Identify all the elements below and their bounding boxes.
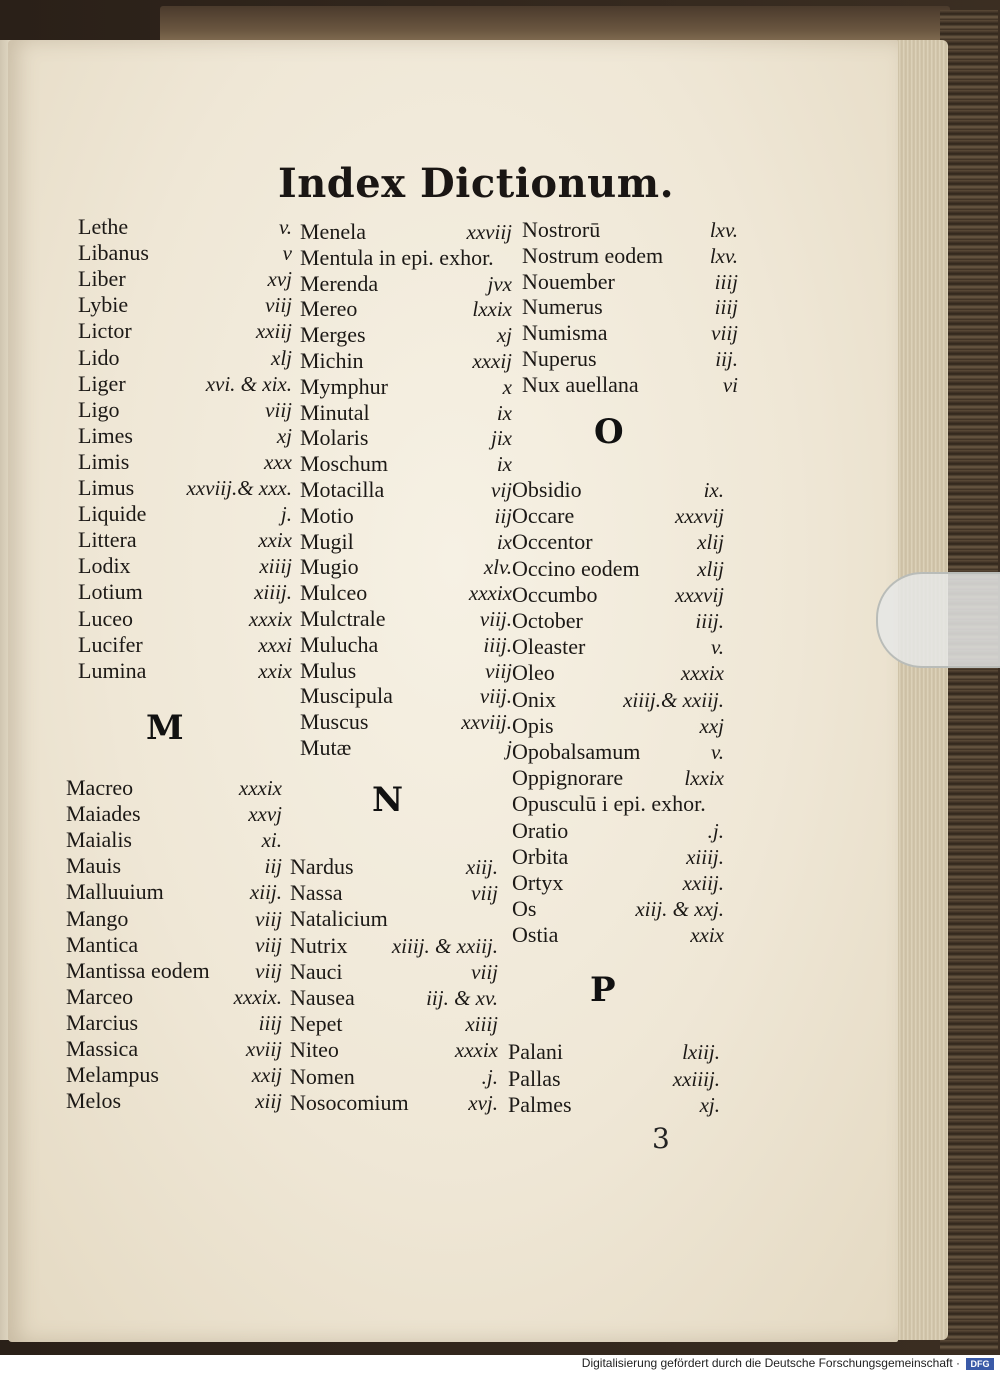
index-page-reference: ix	[496, 401, 512, 425]
index-page-reference: xxix	[690, 923, 724, 947]
index-page-reference: xiiij.	[254, 580, 292, 604]
index-page-reference: xxxix	[248, 607, 292, 631]
index-page-reference: iiij	[714, 270, 738, 294]
index-word: Occino eodem	[512, 556, 640, 581]
index-page-reference: xxxix.	[233, 985, 282, 1009]
index-page-reference: xxviij.& xxx.	[186, 476, 292, 500]
index-page-reference: .j.	[481, 1065, 498, 1089]
index-page-reference: iiij.	[483, 633, 512, 657]
index-word: Maialis	[66, 827, 132, 852]
index-word: Mentula in epi. exhor.	[300, 245, 494, 270]
index-word: Ligo	[78, 397, 120, 422]
index-word: Muscipula	[300, 683, 393, 708]
index-page-reference: xxx	[264, 450, 292, 474]
index-page-reference: xxij	[251, 1063, 282, 1087]
index-page-reference: j	[506, 736, 512, 760]
index-page-reference: xxxix	[680, 661, 724, 685]
index-word: Mantica	[66, 932, 139, 957]
index-page-reference: ix.	[703, 478, 724, 502]
index-word: Limis	[78, 449, 130, 474]
index-page-reference: xxviij.	[461, 710, 512, 734]
index-page-reference: v.	[278, 215, 292, 239]
index-page-reference: xxiiij.	[672, 1067, 720, 1091]
index-word: Molaris	[300, 425, 369, 450]
index-word: Mulus	[300, 658, 357, 683]
index-page-reference: xxxix	[238, 776, 282, 800]
index-word: Lictor	[78, 318, 132, 343]
index-word: Nosocomium	[290, 1090, 409, 1115]
index-page-reference: xiiij.	[686, 845, 724, 869]
index-page-reference: iij	[494, 504, 512, 528]
index-page-reference: x	[502, 375, 512, 399]
index-page-reference: xxxvij	[675, 583, 724, 607]
index-page-reference: xi.	[261, 828, 282, 852]
index-page-reference: viij	[265, 293, 292, 317]
index-word: Nepet	[290, 1011, 343, 1036]
index-word: Nostrorū	[522, 217, 601, 242]
index-page-reference: vij	[491, 478, 512, 502]
index-page-reference: xiiij	[465, 1012, 498, 1036]
index-word: Lido	[78, 345, 120, 370]
index-page-reference: xxviij	[466, 220, 512, 244]
index-word: Nostrum eodem	[522, 243, 664, 268]
index-word: Merenda	[300, 271, 379, 296]
index-word: Mugio	[300, 554, 359, 579]
index-word: Mutæ	[300, 735, 352, 760]
index-page-reference: viij	[255, 907, 282, 931]
index-page-reference: xxvj	[248, 802, 282, 826]
index-page-reference: ix	[496, 452, 512, 476]
index-word: Nausea	[290, 985, 355, 1010]
book-cover-edge	[940, 10, 998, 1350]
section-letter-m: M	[146, 708, 184, 748]
index-page-reference: vi	[722, 373, 738, 397]
index-page-reference: xlij	[697, 530, 724, 554]
index-page-reference: xlv.	[483, 555, 512, 579]
index-word: Occare	[512, 503, 575, 528]
index-page-reference: iiij	[258, 1011, 282, 1035]
index-word: Marceo	[66, 984, 134, 1009]
index-page-reference: viij	[485, 659, 512, 683]
section-letter-n: N	[372, 780, 404, 820]
index-word: Melampus	[66, 1062, 159, 1087]
index-word: Maiades	[66, 801, 141, 826]
index-page-reference: viij	[265, 398, 292, 422]
index-word: Occumbo	[512, 582, 598, 607]
index-page-reference: xiiij. & xxiij.	[391, 934, 498, 958]
index-page-reference: xvj.	[468, 1091, 498, 1115]
footer-credit: Digitalisierung gefördert durch die Deutsche Forschungsgemeinschaft ·	[581, 1356, 960, 1370]
index-word: Mugil	[300, 529, 354, 554]
index-word: Lethe	[78, 214, 129, 239]
index-page-reference: xiiij	[259, 554, 292, 578]
index-word: Lybie	[78, 292, 129, 317]
index-page-reference: xvi. & xix.	[205, 372, 292, 396]
index-page-reference: xiij.	[465, 855, 498, 879]
index-word: Mulctrale	[300, 606, 386, 631]
index-page-reference: xxxix	[454, 1038, 498, 1062]
index-page-reference: jix	[491, 426, 512, 450]
index-page-reference: xxxvij	[675, 504, 724, 528]
index-word: Marcius	[66, 1010, 139, 1035]
index-word: Oleaster	[512, 634, 586, 659]
index-page-reference: j.	[280, 502, 292, 526]
page-title: Index Dictionum.	[278, 160, 674, 207]
index-page-reference: xj	[496, 323, 512, 347]
index-word: Nardus	[290, 854, 354, 879]
index-page-reference: xj	[276, 424, 292, 448]
index-page-reference: iij.	[715, 347, 738, 371]
index-word: Liquide	[78, 501, 147, 526]
index-word: Oppignorare	[512, 765, 624, 790]
index-word: Muscus	[300, 709, 369, 734]
index-page-reference: viij.	[479, 607, 512, 631]
index-word: Nauci	[290, 959, 343, 984]
index-page-reference: xxxi	[258, 633, 292, 657]
index-word: Merges	[300, 322, 366, 347]
index-page-reference: xlij	[697, 557, 724, 581]
index-page-reference: iiij.	[695, 609, 724, 633]
index-word: Michin	[300, 348, 364, 373]
index-word: Moschum	[300, 451, 388, 476]
index-page-reference: xiiij.& xxiij.	[623, 688, 724, 712]
index-word: Littera	[78, 527, 137, 552]
index-page-reference: lxxix	[684, 766, 724, 790]
index-page-reference: xxiij.	[682, 871, 724, 895]
index-word: Oleo	[512, 660, 555, 685]
index-page-reference: iij	[264, 854, 282, 878]
index-word: Niteo	[290, 1037, 339, 1062]
index-page-reference: ix	[496, 530, 512, 554]
index-word: Nassa	[290, 880, 343, 905]
index-page-reference: viij	[255, 959, 282, 983]
index-word: Massica	[66, 1036, 139, 1061]
index-page-reference: viij	[471, 960, 498, 984]
index-word: Natalicium	[290, 906, 388, 931]
index-word: Liger	[78, 371, 126, 396]
index-word: Mauis	[66, 853, 121, 878]
index-word: Mulucha	[300, 632, 379, 657]
index-word: Libanus	[78, 240, 149, 265]
index-word: Limus	[78, 475, 135, 500]
section-letter-p: P	[590, 970, 616, 1010]
index-word: Ostia	[512, 922, 559, 947]
index-page-reference: jvx	[487, 272, 512, 296]
index-page-reference: lxv.	[709, 218, 738, 242]
index-page-reference: xxj	[699, 714, 724, 738]
index-page-reference: xj.	[699, 1093, 720, 1117]
index-word: Nuperus	[522, 346, 597, 371]
index-page-reference: xxiij	[255, 319, 292, 343]
index-page-reference: xvj	[267, 267, 292, 291]
index-word: Lucifer	[78, 632, 143, 657]
page-number: 3	[652, 1122, 670, 1155]
index-word: Pallas	[508, 1066, 561, 1091]
index-word: Minutal	[300, 400, 370, 425]
index-page-reference: xxix	[258, 659, 292, 683]
index-page-reference: lxiij.	[682, 1040, 720, 1064]
index-word: Malluuium	[66, 879, 164, 904]
index-word: Nutrix	[290, 933, 348, 958]
dfg-logo: DFG	[966, 1358, 994, 1370]
index-page-reference: v.	[710, 740, 724, 764]
index-page-reference: xiij. & xxj.	[635, 897, 724, 921]
index-page-reference: iiij	[714, 295, 738, 319]
index-page-reference: xiij	[255, 1089, 282, 1113]
index-word: Onix	[512, 687, 556, 712]
index-word: Mango	[66, 906, 129, 931]
index-page-reference: lxv.	[709, 244, 738, 268]
index-word: Oratio	[512, 818, 569, 843]
index-word: Motacilla	[300, 477, 385, 502]
index-word: Motio	[300, 503, 354, 528]
index-page-reference: viij	[711, 321, 738, 345]
index-word: October	[512, 608, 583, 633]
index-word: Numisma	[522, 320, 608, 345]
index-word: Lotium	[78, 579, 143, 604]
index-word: Numerus	[522, 294, 603, 319]
index-word: Menela	[300, 219, 366, 244]
index-page-reference: viij	[471, 881, 498, 905]
index-word: Palmes	[508, 1092, 572, 1117]
index-page-reference: v.	[710, 635, 724, 659]
index-page-reference: xviij	[245, 1037, 282, 1061]
index-page-reference: viij	[255, 933, 282, 957]
index-page-reference: xiij.	[249, 880, 282, 904]
index-word: Liber	[78, 266, 126, 291]
index-page-reference: lxxix	[472, 297, 512, 321]
index-word: Melos	[66, 1088, 121, 1113]
index-page-reference: iij. & xv.	[426, 986, 498, 1010]
index-word: Mulceo	[300, 580, 368, 605]
index-word: Palani	[508, 1039, 563, 1064]
index-word: Obsidio	[512, 477, 582, 502]
index-page-reference: v	[282, 241, 292, 265]
index-word: Nouember	[522, 269, 615, 294]
index-word: Macreo	[66, 775, 134, 800]
book-page	[8, 40, 898, 1342]
index-page-reference: xxxix	[468, 581, 512, 605]
footer-bar	[0, 1355, 1000, 1373]
index-page-reference: viij.	[479, 684, 512, 708]
index-word: Os	[512, 896, 537, 921]
index-word: Nux auellana	[522, 372, 639, 397]
index-word: Lumina	[78, 658, 147, 683]
index-word: Mymphur	[300, 374, 388, 399]
index-word: Luceo	[78, 606, 133, 631]
index-word: Ortyx	[512, 870, 564, 895]
section-letter-o: O	[594, 412, 624, 452]
index-page-reference: xxix	[258, 528, 292, 552]
index-word: Mereo	[300, 296, 358, 321]
index-page-reference: xlj	[271, 346, 292, 370]
index-word: Orbita	[512, 844, 569, 869]
index-word: Opobalsamum	[512, 739, 641, 764]
index-word: Opis	[512, 713, 554, 738]
page-clip-tab	[876, 572, 1000, 668]
index-word: Limes	[78, 423, 133, 448]
index-page-reference: .j.	[707, 819, 724, 843]
index-page-reference: xxxij	[472, 349, 512, 373]
index-word: Lodix	[78, 553, 131, 578]
index-word: Nomen	[290, 1064, 355, 1089]
index-word: Opusculū i epi. exhor.	[512, 791, 706, 816]
index-word: Mantissa eodem	[66, 958, 210, 983]
index-word: Occentor	[512, 529, 593, 554]
